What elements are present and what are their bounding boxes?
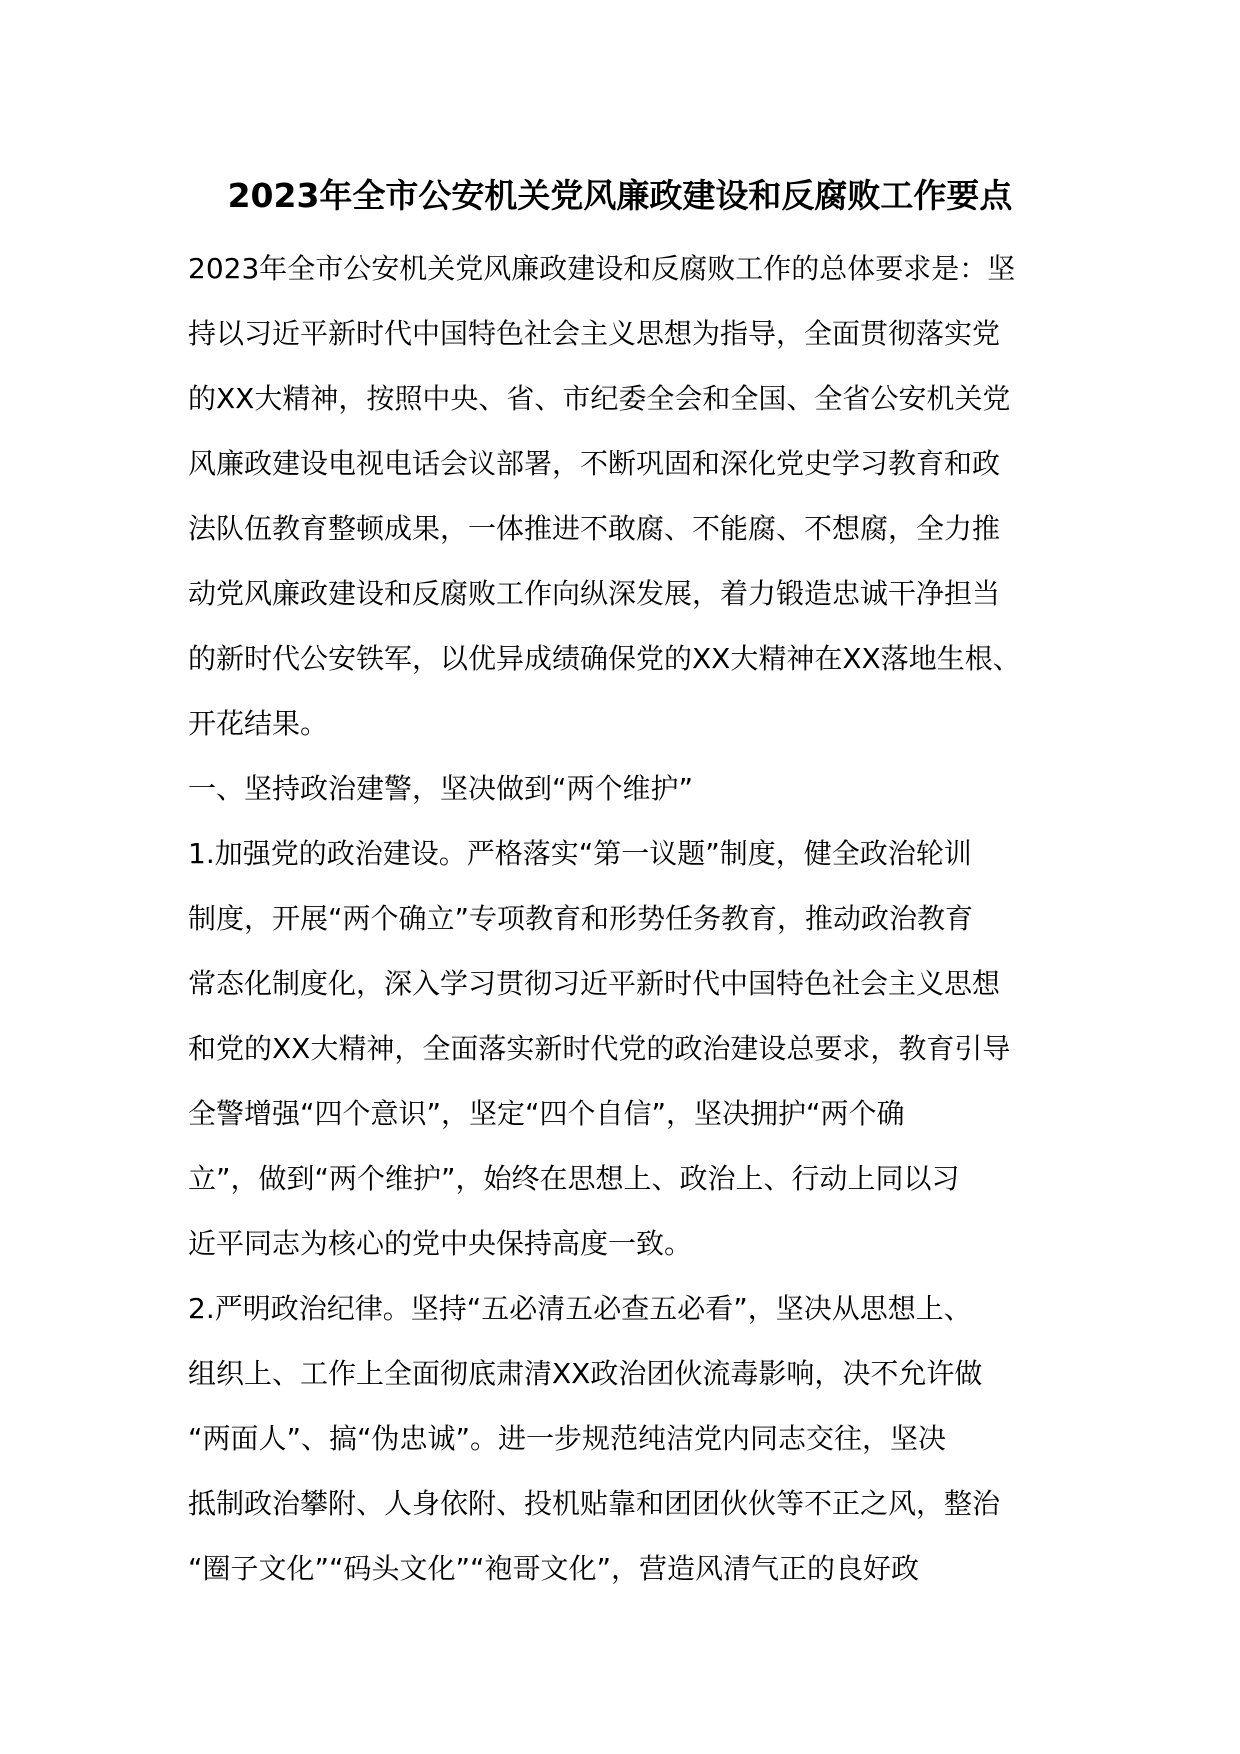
body-line: 制度，开展“两个确立”专项教育和形势任务教育，推动政治教育 — [188, 902, 974, 935]
body-line: 常态化制度化，深入学习贯彻习近平新时代中国特色社会主义思想 — [188, 967, 1001, 1000]
document-body — [188, 236, 1058, 1601]
body-line: 风廉政建设电视电话会议部署，不断巩固和深化党史学习教育和政 — [188, 447, 1001, 480]
body-line: 动党风廉政建设和反腐败工作向纵深发展，着力锻造忠诚干净担当 — [188, 577, 1001, 610]
body-line: 法队伍教育整顿成果，一体推进不敢腐、不能腐、不想腐，全力推 — [188, 512, 1001, 545]
body-line: 1.加强党的政治建设。严格落实“第一议题”制度，健全政治轮训 — [188, 837, 972, 870]
body-line: 2023年全市公安机关党风廉政建设和反腐败工作的总体要求是：坚 — [188, 252, 1016, 285]
body-line: “圈子文化”“码头文化”“袍哥文化”，营造风清气正的良好政 — [188, 1552, 920, 1585]
body-line: 持以习近平新时代中国特色社会主义思想为指导，全面贯彻落实党 — [188, 317, 1001, 350]
body-line: 组织上、工作上全面彻底肃清XX政治团伙流毒影响，决不允许做 — [188, 1357, 983, 1390]
body-line: “两面人”、搞“伪忠诚”。进一步规范纯洁党内同志交往，坚决 — [188, 1422, 947, 1455]
body-line: 全警增强“四个意识”，坚定“四个自信”，坚决拥护“两个确 — [188, 1097, 905, 1130]
body-line: 立”，做到“两个维护”，始终在思想上、政治上、行动上同以习 — [188, 1162, 960, 1195]
body-line: 抵制政治攀附、人身依附、投机贴靠和团团伙伙等不正之风，整治 — [188, 1487, 1001, 1520]
section-heading: 一、坚持政治建警，坚决做到“两个维护” — [188, 772, 694, 805]
body-line: 的XX大精神，按照中央、省、市纪委全会和全国、全省公安机关党 — [188, 382, 1011, 415]
body-line: 和党的XX大精神，全面落实新时代党的政治建设总要求，教育引导 — [188, 1032, 1011, 1065]
body-line: 2.严明政治纪律。坚持“五必清五必查五必看”，坚决从思想上、 — [188, 1292, 972, 1325]
body-line: 开花结果。 — [188, 707, 329, 740]
body-line: 近平同志为核心的党中央保持高度一致。 — [188, 1227, 693, 1260]
document-title: 2023年全市公安机关党风廉政建设和反腐败工作要点 — [227, 176, 1013, 215]
body-line: 的新时代公安铁军，以优异成绩确保党的XX大精神在XX落地生根、 — [188, 642, 1021, 675]
